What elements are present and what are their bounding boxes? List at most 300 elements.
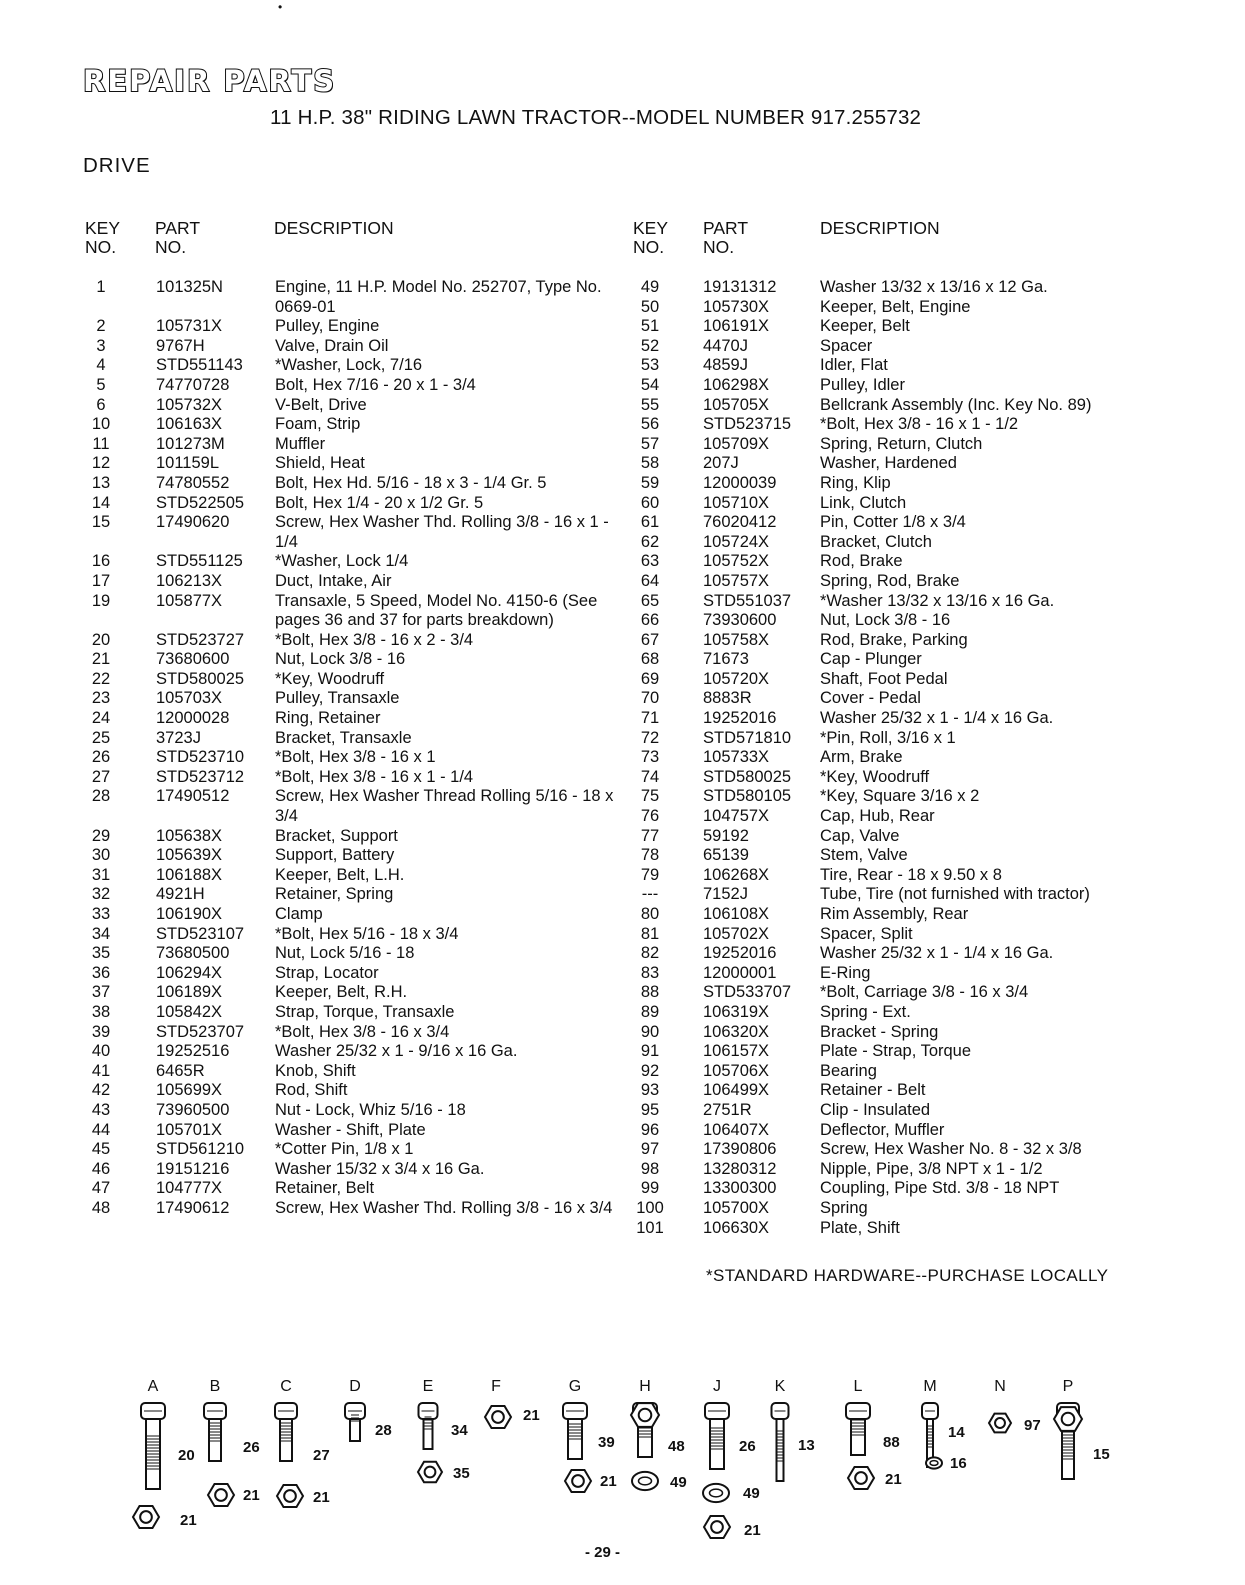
key-number: 33 [91, 905, 111, 923]
part-number: 9767H [156, 336, 205, 355]
part-description: *Bolt, Hex 3/8 - 16 x 1 - 1/4 [275, 767, 474, 786]
parts-row [84, 748, 620, 768]
part-description: Keeper, Belt, L.H. [275, 865, 405, 884]
part-description: Screw, Hex Washer Thd. Rolling 3/8 - 16 x 3/4 [275, 1198, 613, 1217]
hardware-item-p [1054, 1378, 1110, 1479]
parts-row [633, 1042, 1150, 1062]
part-description: Bolt, Hex 1/4 - 20 x 1/2 Gr. 5 [275, 493, 484, 512]
hardware-letter: G [568, 1378, 582, 1395]
key-number: 61 [640, 513, 660, 532]
hardware-item-b [204, 1378, 260, 1506]
key-number: 15 [91, 513, 111, 532]
hardware-ref-number: 21 [313, 1489, 330, 1506]
description-header: DESCRIPTION [274, 218, 394, 238]
key-number: 63 [640, 552, 660, 571]
parts-row [84, 552, 620, 572]
key-number: 73 [640, 748, 660, 767]
key-number: --- [641, 885, 659, 904]
part-description: Cap - Plunger [820, 650, 922, 669]
key-number: 27 [91, 767, 111, 786]
parts-row [84, 885, 620, 905]
part-number: 74780552 [156, 473, 230, 492]
part-description: Arm, Brake [820, 748, 903, 767]
hardware-letter: F [491, 1378, 501, 1395]
part-description: Ring, Klip [820, 473, 891, 492]
hardware-ref-number: 49 [743, 1485, 760, 1502]
part-description: Retainer - Belt [820, 1081, 926, 1100]
hardware-item-k [772, 1378, 815, 1481]
parts-row [633, 1003, 1150, 1023]
part-description: Plate - Strap, Torque [820, 1042, 972, 1061]
part-number: 106320X [703, 1022, 770, 1041]
hardware-letter: M [923, 1378, 937, 1395]
key-number: 72 [640, 728, 660, 747]
part-description: Spacer [820, 336, 873, 355]
part-number: 104777X [156, 1179, 223, 1198]
key-number: 78 [640, 846, 660, 865]
key-header-no: NO. [633, 237, 665, 257]
parts-row [84, 396, 620, 416]
key-number: 60 [640, 493, 660, 512]
hardware-item-c [275, 1378, 330, 1507]
parts-row [84, 1179, 620, 1199]
parts-row [84, 670, 620, 690]
part-number: 106190X [156, 905, 223, 923]
parts-row [633, 592, 1150, 612]
key-number: 41 [91, 1061, 111, 1080]
part-description: Washer 25/32 x 1 - 9/16 x 16 Ga. [275, 1042, 518, 1061]
hardware-ref-number: 39 [598, 1434, 615, 1451]
part-description: Transaxle, 5 Speed, Model No. 4150-6 (See pages 36 and 37 for parts breakdown) [275, 591, 598, 630]
key-number: 34 [91, 924, 111, 943]
part-number: STD580025 [703, 767, 792, 786]
parts-row [84, 513, 620, 552]
part-description: Knob, Shift [275, 1061, 356, 1080]
hardware-ref-number: 21 [744, 1522, 761, 1539]
part-number: STD523107 [156, 924, 245, 943]
part-description: Stem, Valve [820, 846, 908, 865]
part-description: Washer 15/32 x 3/4 x 16 Ga. [275, 1159, 485, 1178]
key-number: 101 [636, 1218, 664, 1237]
parts-row [633, 1219, 1150, 1239]
key-number: 1 [96, 278, 106, 296]
hardware-item-l [846, 1378, 902, 1489]
part-description: Washer, Hardened [820, 454, 957, 473]
part-description: Nut, Lock 3/8 - 16 [275, 650, 406, 669]
hardware-ref-number: 48 [668, 1438, 685, 1455]
parts-row [84, 905, 620, 925]
hardware-ref-number: 21 [600, 1473, 617, 1490]
part-description: Pulley, Transaxle [275, 689, 400, 708]
part-number: STD580025 [156, 669, 245, 688]
parts-row [84, 1042, 620, 1062]
part-description: Retainer, Spring [275, 885, 394, 904]
part-number: 105703X [156, 689, 223, 708]
part-number: 105752X [703, 552, 770, 571]
key-number: 46 [91, 1159, 111, 1178]
parts-row [84, 709, 620, 729]
hardware-diagram [118, 1375, 1128, 1565]
part-number: 17490512 [156, 787, 230, 806]
part-number: 19131312 [703, 278, 777, 296]
hardware-letter: K [774, 1378, 786, 1395]
hardware-item-m [922, 1378, 967, 1472]
part-description: Screw, Hex Washer Thd. Rolling 3/8 - 16 x 1 - 1/4 [275, 513, 609, 551]
key-number: 58 [640, 454, 660, 473]
part-number: 105705X [703, 395, 770, 414]
key-number: 59 [640, 473, 660, 492]
parts-row [633, 611, 1150, 631]
parts-row [633, 396, 1150, 416]
parts-row [84, 983, 620, 1003]
part-description: *Cotter Pin, 1/8 x 1 [275, 1140, 414, 1159]
stray-mark: • [278, 0, 283, 14]
hardware-ref-number: 28 [375, 1422, 392, 1439]
part-number: 74770728 [156, 375, 230, 394]
part-description: Strap, Locator [275, 963, 379, 982]
part-description: Washer 13/32 x 13/16 x 12 Ga. [820, 278, 1048, 296]
key-number: 36 [91, 963, 111, 982]
part-description: Spacer, Split [820, 924, 913, 943]
key-number: 88 [640, 983, 660, 1002]
part-description: Plate, Shift [820, 1218, 900, 1237]
part-description: Keeper, Belt [820, 317, 910, 336]
part-number: 105733X [703, 748, 770, 767]
parts-row [633, 1081, 1150, 1101]
part-number: 19151216 [156, 1159, 230, 1178]
key-number: 13 [91, 473, 111, 492]
hardware-ref-number: 15 [1093, 1446, 1110, 1463]
key-number: 25 [91, 728, 111, 747]
key-number: 47 [91, 1179, 111, 1198]
hardware-item-g [563, 1378, 617, 1492]
parts-row [633, 1101, 1150, 1121]
key-number: 30 [91, 846, 111, 865]
parts-row [633, 337, 1150, 357]
hardware-ref-number: 21 [885, 1471, 902, 1488]
parts-row [84, 768, 620, 788]
key-number: 42 [91, 1081, 111, 1100]
hardware-ref-number: 26 [243, 1439, 260, 1456]
part-number: 19252016 [703, 944, 777, 963]
parts-row [84, 592, 620, 631]
key-number: 93 [640, 1081, 660, 1100]
parts-row [84, 729, 620, 749]
part-number: 12000028 [156, 709, 230, 728]
part-description: Washer 25/32 x 1 - 1/4 x 16 Ga. [820, 944, 1054, 963]
parts-row [633, 298, 1150, 318]
part-description: *Bolt, Hex 5/16 - 18 x 3/4 [275, 924, 459, 943]
part-description: Bracket, Support [275, 826, 398, 845]
part-number: 4859J [703, 356, 748, 375]
part-number: 12000001 [703, 963, 777, 982]
parts-row [84, 827, 620, 847]
key-number: 91 [640, 1042, 660, 1061]
key-number: 44 [91, 1120, 111, 1139]
parts-row [633, 1140, 1150, 1160]
section-title: DRIVE [83, 154, 151, 177]
key-number: 45 [91, 1140, 111, 1159]
parts-row [84, 964, 620, 984]
part-description: Rod, Brake [820, 552, 903, 571]
parts-row [633, 513, 1150, 533]
parts-row [633, 905, 1150, 925]
part-description: Pin, Cotter 1/8 x 3/4 [820, 513, 966, 532]
part-description: Nipple, Pipe, 3/8 NPT x 1 - 1/2 [820, 1159, 1043, 1178]
part-description: Screw, Hex Washer No. 8 - 32 x 3/8 [820, 1140, 1082, 1159]
parts-row [633, 631, 1150, 651]
parts-row [633, 1023, 1150, 1043]
part-number: 106298X [703, 375, 770, 394]
key-number: 99 [640, 1179, 660, 1198]
key-number: 74 [640, 767, 660, 786]
part-number: 12000039 [703, 473, 777, 492]
hardware-ref-number: 26 [739, 1438, 756, 1455]
part-description: Cover - Pedal [820, 689, 921, 708]
part-description: Nut, Lock 3/8 - 16 [820, 611, 951, 630]
part-number: 106191X [703, 317, 770, 336]
parts-row [84, 278, 620, 317]
part-number: 105758X [703, 630, 770, 649]
key-number: 71 [640, 709, 660, 728]
key-number: 75 [640, 787, 660, 806]
part-number: 101159L [156, 454, 220, 473]
part-number: 105706X [703, 1061, 770, 1080]
part-description: Bellcrank Assembly (Inc. Key No. 89) [820, 395, 1092, 414]
key-number: 43 [91, 1100, 111, 1119]
parts-row [633, 925, 1150, 945]
part-number: STD523727 [156, 630, 245, 649]
parts-row [84, 1003, 620, 1023]
part-description: Cap, Valve [820, 826, 900, 845]
hardware-item-f [485, 1378, 540, 1428]
part-number: STD533707 [703, 983, 792, 1002]
key-number: 4 [96, 356, 106, 375]
part-description: Retainer, Belt [275, 1179, 375, 1198]
part-number: 76020412 [703, 513, 777, 532]
part-number: STD551037 [703, 591, 792, 610]
part-description: *Washer, Lock 1/4 [275, 552, 409, 571]
parts-row [84, 435, 620, 455]
parts-row [633, 827, 1150, 847]
key-header: KEY [85, 218, 121, 238]
key-number: 12 [91, 454, 111, 473]
parts-row [633, 768, 1150, 788]
parts-row [84, 415, 620, 435]
part-description: Foam, Strip [275, 415, 361, 434]
part-number: 105638X [156, 826, 223, 845]
part-description: Strap, Torque, Transaxle [275, 1002, 455, 1021]
part-description: Ring, Retainer [275, 709, 381, 728]
parts-row [633, 1062, 1150, 1082]
hardware-ref-number: 27 [313, 1447, 330, 1464]
parts-row [633, 787, 1150, 807]
key-number: 10 [91, 415, 111, 434]
part-number: 19252016 [703, 709, 777, 728]
part-description: Tire, Rear - 18 x 9.50 x 8 [820, 865, 1002, 884]
page-subtitle: 11 H.P. 38" RIDING LAWN TRACTOR--MODEL NUMBER 917.255732 [270, 106, 922, 129]
part-number: 105877X [156, 591, 223, 610]
part-number: 106268X [703, 865, 770, 884]
part-number: STD523712 [156, 767, 245, 786]
key-number: 52 [640, 336, 660, 355]
key-number: 98 [640, 1159, 660, 1178]
part-number: 106630X [703, 1218, 770, 1237]
hardware-ref-number: 35 [453, 1465, 470, 1482]
parts-row [84, 474, 620, 494]
part-number: 105757X [703, 571, 770, 590]
parts-row [633, 415, 1150, 435]
part-number: 4921H [156, 885, 205, 904]
part-description: *Pin, Roll, 3/16 x 1 [820, 728, 956, 747]
parts-row [84, 494, 620, 514]
key-number: 38 [91, 1002, 111, 1021]
part-description: Spring, Return, Clutch [820, 434, 983, 453]
part-description: Spring - Ext. [820, 1002, 911, 1021]
part-number: STD551125 [156, 552, 243, 571]
part-description: Deflector, Muffler [820, 1120, 945, 1139]
key-number: 77 [640, 826, 660, 845]
key-number: 66 [640, 611, 660, 630]
parts-row [633, 435, 1150, 455]
part-description: Pulley, Engine [275, 317, 380, 336]
part-description: Keeper, Belt, Engine [820, 297, 971, 316]
part-number: 105700X [703, 1198, 770, 1217]
key-number: 40 [91, 1042, 111, 1061]
key-number: 81 [640, 924, 660, 943]
hardware-letter: B [209, 1378, 221, 1395]
part-number: 4470J [703, 336, 748, 355]
part-number: STD522505 [156, 493, 245, 512]
part-number: 65139 [703, 846, 749, 865]
part-number: 13300300 [703, 1179, 777, 1198]
part-number: 106213X [156, 571, 223, 590]
part-description: Engine, 11 H.P. Model No. 252707, Type No. 0669-01 [275, 278, 602, 316]
key-number: 54 [640, 375, 660, 394]
parts-row [84, 572, 620, 592]
parts-row [84, 1081, 620, 1101]
hardware-letter: L [853, 1378, 863, 1395]
key-number: 65 [640, 591, 660, 610]
part-description: Coupling, Pipe Std. 3/8 - 18 NPT [820, 1179, 1060, 1198]
hardware-ref-number: 21 [180, 1512, 197, 1529]
hardware-letter: C [280, 1378, 292, 1395]
part-description: *Key, Woodruff [275, 669, 385, 688]
part-number: 17490620 [156, 513, 230, 532]
key-number: 28 [91, 787, 111, 806]
hardware-item-d [345, 1378, 392, 1441]
part-number: 3723J [156, 728, 201, 747]
part-number: 101325N [156, 278, 223, 296]
part-description: Rod, Shift [275, 1081, 348, 1100]
parts-row [84, 1160, 620, 1180]
part-number: 106189X [156, 983, 223, 1002]
part-number: 106157X [703, 1042, 770, 1061]
parts-row [633, 807, 1150, 827]
hardware-letter: A [147, 1378, 159, 1395]
parts-row [84, 317, 620, 337]
key-number: 92 [640, 1061, 660, 1080]
key-number: 79 [640, 865, 660, 884]
part-number: 101273M [156, 434, 225, 453]
parts-row [84, 1062, 620, 1082]
description-header: DESCRIPTION [820, 218, 940, 238]
hardware-ref-number: 14 [948, 1424, 965, 1441]
part-number: 105701X [156, 1120, 223, 1139]
key-number: 83 [640, 963, 660, 982]
key-number: 80 [640, 905, 660, 923]
part-number: 105732X [156, 395, 223, 414]
key-number: 49 [640, 278, 660, 296]
parts-row [633, 866, 1150, 886]
key-number: 16 [91, 552, 111, 571]
part-description: Pulley, Idler [820, 375, 905, 394]
part-number: 73680500 [156, 944, 230, 963]
key-number: 26 [91, 748, 111, 767]
key-number: 97 [640, 1140, 660, 1159]
key-number: 3 [96, 336, 106, 355]
key-number: 50 [640, 297, 660, 316]
key-number: 62 [640, 532, 660, 551]
part-number: 105724X [703, 532, 770, 551]
parts-row [633, 494, 1150, 514]
parts-row [633, 572, 1150, 592]
parts-row [84, 356, 620, 376]
key-number: 20 [91, 630, 111, 649]
hardware-letter: N [994, 1378, 1006, 1395]
key-number: 35 [91, 944, 111, 963]
key-header-no: NO. [85, 237, 117, 257]
part-number: 19252516 [156, 1042, 230, 1061]
key-header: KEY [633, 218, 669, 238]
key-number: 53 [640, 356, 660, 375]
page-heading: REPAIR PARTS [83, 64, 337, 98]
parts-row [84, 650, 620, 670]
part-number: 104757X [703, 807, 770, 826]
part-number: 106294X [156, 963, 223, 982]
parts-row [633, 689, 1150, 709]
part-description: Screw, Hex Washer Thread Rolling 5/16 - 18 x 3/4 [275, 787, 614, 826]
key-number: 31 [91, 865, 111, 884]
parts-row [633, 748, 1150, 768]
standard-hardware-note: *STANDARD HARDWARE--PURCHASE LOCALLY [706, 1266, 1109, 1285]
key-number: 95 [640, 1100, 660, 1119]
parts-row [633, 1121, 1150, 1141]
parts-table-left [84, 278, 620, 1219]
part-number: 105842X [156, 1002, 223, 1021]
part-number: 59192 [703, 826, 749, 845]
parts-row [633, 964, 1150, 984]
parts-row [84, 337, 620, 357]
parts-row [84, 1023, 620, 1043]
hardware-item-j [703, 1378, 761, 1539]
parts-row [633, 650, 1150, 670]
key-number: 100 [636, 1198, 664, 1217]
hardware-ref-number: 16 [950, 1455, 967, 1472]
part-description: Idler, Flat [820, 356, 888, 375]
parts-row [84, 925, 620, 945]
part-description: Cap, Hub, Rear [820, 807, 935, 826]
key-number: 21 [91, 650, 111, 669]
parts-row [633, 1160, 1150, 1180]
parts-row [633, 454, 1150, 474]
part-number: 207J [703, 454, 739, 473]
part-description: *Bolt, Hex 3/8 - 16 x 3/4 [275, 1022, 450, 1041]
part-number: STD571810 [703, 728, 792, 747]
part-description: E-Ring [820, 963, 871, 982]
part-number: STD561210 [156, 1140, 245, 1159]
part-description: V-Belt, Drive [275, 395, 367, 414]
